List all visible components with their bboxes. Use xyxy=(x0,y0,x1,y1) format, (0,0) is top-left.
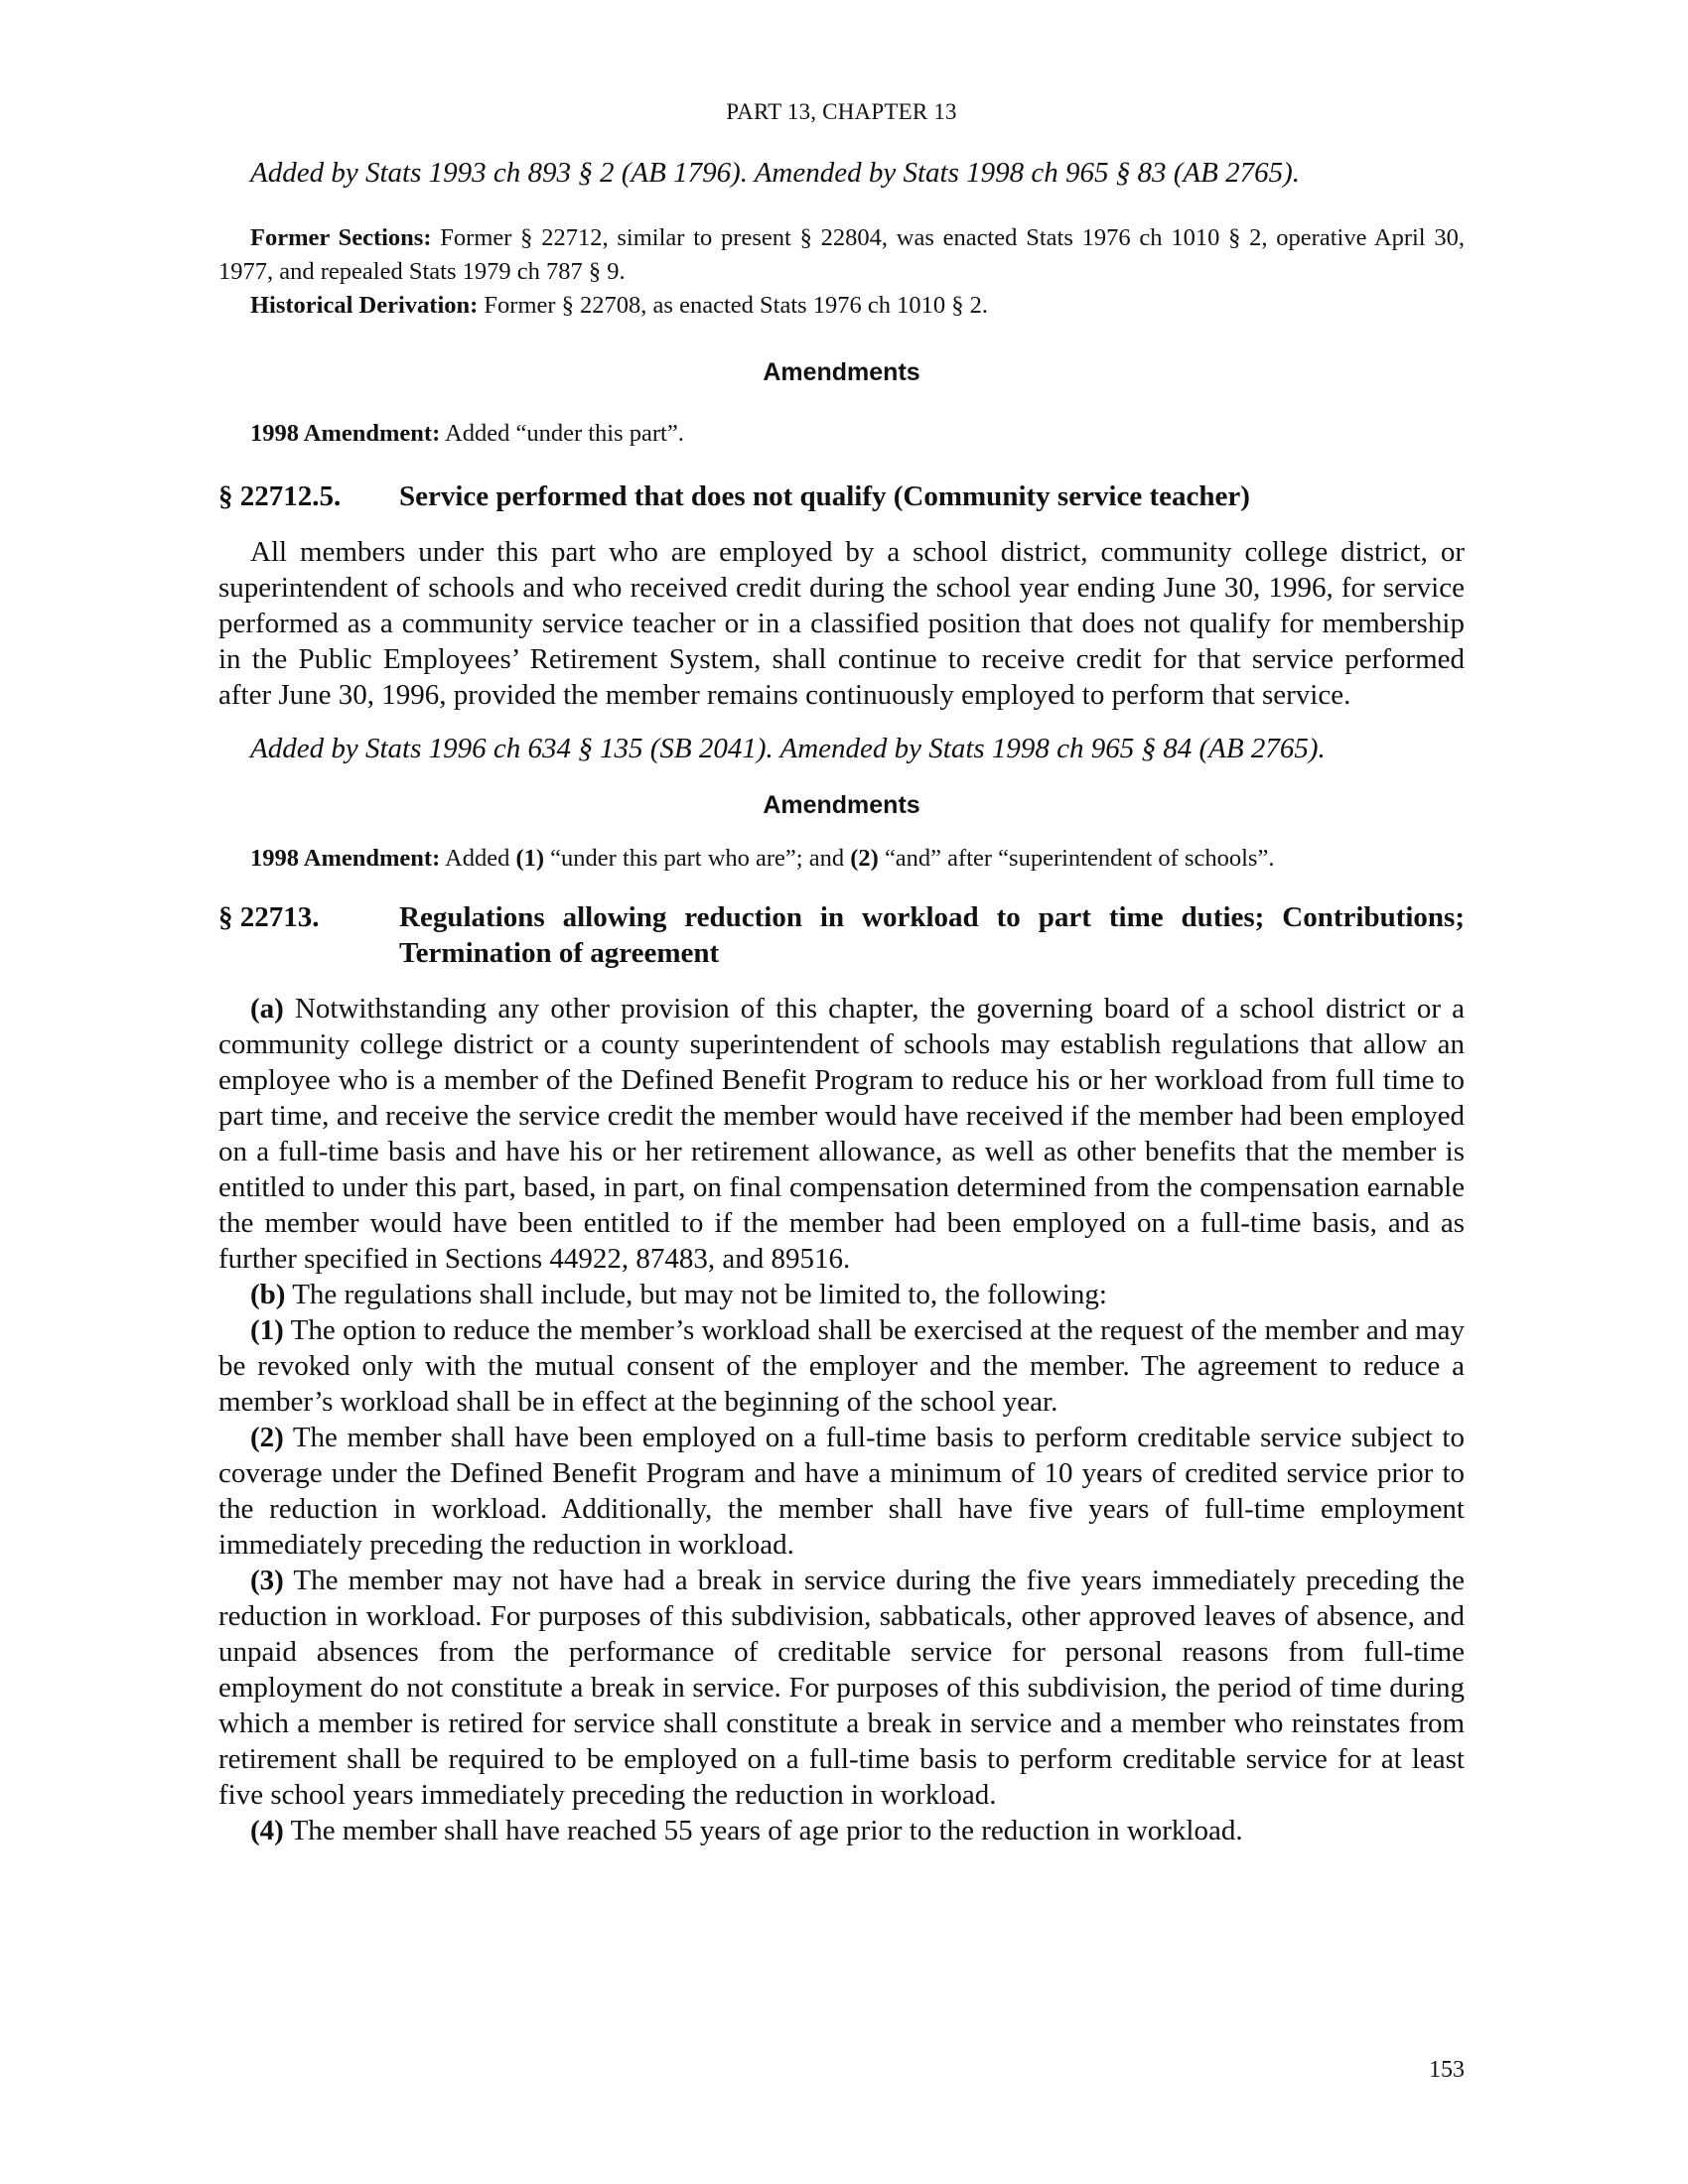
history-note: Added by Stats 1993 ch 893 § 2 (AB 1796). Amended by Stats 1998 ch 965 § 83 (AB 2765). xyxy=(250,157,1300,189)
section-number: § 22713. xyxy=(218,901,320,933)
subdivision-paragraph xyxy=(218,1277,1465,1312)
amendment-text: “under this part who are”; and xyxy=(550,845,845,872)
historical-derivation-note xyxy=(218,289,1465,323)
historical-derivation-label: Historical Derivation: xyxy=(250,292,479,319)
subdivision-text: The member shall have been employed on a full-time basis to perform creditable service subject to coverage under the Defined Benefit Program and have a minimum of 10 years of credited service prior to the reduction in workload. Additionally, the member shall have five years of full-time employment immediately preceding the reduction in workload. xyxy=(218,1422,1465,1561)
amendment-label: 1998 Amendment: xyxy=(250,420,441,447)
subdivision-text: The option to reduce the member’s workload shall be exercised at the request of the member and may be revoked only with the mutual consent of the employer and the member. The agreement to reduce a member’s workload shall be in effect at the beginning of the school year. xyxy=(218,1314,1465,1418)
running-head: PART 13, CHAPTER 13 xyxy=(726,99,957,124)
subdivision-marker: (3) xyxy=(250,1565,284,1596)
subdivision-paragraph xyxy=(218,1420,1465,1563)
amendments-heading: Amendments xyxy=(763,358,920,386)
section-number: § 22712.5. xyxy=(218,480,342,512)
amendment-item-marker: (1) xyxy=(515,845,545,872)
subdivision-paragraph xyxy=(218,991,1465,1277)
section-title: Service performed that does not qualify (Community service teacher) xyxy=(399,480,1250,512)
subdivision-text: The member may not have had a break in service during the five years immediately preceding the reduction in workload. For purposes of this subdivision, sabbaticals, other approved leaves of absence, and unpaid absences from the performance of creditable service for personal reasons from full-time employment do not constitute a break in service. For purposes of this subdivision, the period of time during which a member is retired for service shall constitute a break in service and a member who reinstates from retirement shall be required to be employed on a full-time basis to perform creditable service for at least five school years immediately preceding the reduction in workload. xyxy=(218,1565,1465,1811)
former-sections-label: Former Sections: xyxy=(250,224,432,251)
subdivision-marker: (4) xyxy=(250,1815,284,1846)
history-note: Added by Stats 1996 ch 634 § 135 (SB 2041). Amended by Stats 1998 ch 965 § 84 (AB 2765). xyxy=(250,733,1326,764)
amendment-text: “and” after “superintendent of schools”. xyxy=(884,845,1275,872)
section-heading xyxy=(218,478,1465,514)
subdivision-text: The member shall have reached 55 years of age prior to the reduction in workload. xyxy=(290,1815,1243,1846)
section-body: All members under this part who are employed by a school district, community college district, or superintendent of schools and who received credit during the school year ending June 30, 1996, for service performed as a community service teacher or in a classified position that does not qualify for membership in the Public Employees’ Retirement System, shall continue to receive credit for that service performed after June 30, 1996, provided the member remains continuously employed to perform that service. xyxy=(218,536,1465,711)
amendments-heading: Amendments xyxy=(763,791,920,819)
amendment-note xyxy=(218,417,1465,451)
section-title: Regulations allowing reduction in workload to part time duties; Contributions; Termination of agreement xyxy=(399,901,1465,969)
former-sections-note xyxy=(218,221,1465,289)
amendment-note xyxy=(218,842,1465,876)
subdivision-marker: (b) xyxy=(250,1279,286,1310)
amendment-label: 1998 Amendment: xyxy=(250,845,441,872)
subdivision-paragraph xyxy=(218,1563,1465,1813)
amendment-item-marker: (2) xyxy=(850,845,879,872)
subdivision-marker: (1) xyxy=(250,1314,284,1346)
subdivision-paragraph xyxy=(218,1312,1465,1420)
subdivision-paragraph xyxy=(218,1813,1465,1848)
subdivision-marker: (a) xyxy=(250,993,284,1024)
historical-derivation-text: Former § 22708, as enacted Stats 1976 ch 1010 § 2. xyxy=(484,292,989,319)
document-body xyxy=(218,157,1465,1848)
subdivision-text: The regulations shall include, but may not be limited to, the following: xyxy=(292,1279,1107,1310)
page-number: 153 xyxy=(1429,2057,1465,2083)
former-sections-text: Former § 22712, similar to present § 22804, was enacted Stats 1976 ch 1010 § 2, operative April 30, 1977, and repealed Stats 1979 ch 787 § 9. xyxy=(218,224,1465,285)
subdivision-marker: (2) xyxy=(250,1422,284,1453)
amendment-text: Added xyxy=(445,845,510,872)
amendment-text: Added “under this part”. xyxy=(445,420,684,447)
section-heading xyxy=(218,899,1465,971)
subdivision-text: Notwithstanding any other provision of this chapter, the governing board of a school district or a community college district or a county superintendent of schools may establish regulations that allow an employee who is a member of the Defined Benefit Program to reduce his or her workload from full time to part time, and receive the service credit the member would have received if the member had been employed on a full-time basis and have his or her retirement allowance, as well as other benefits that the member is entitled to under this part, based, in part, on final compensation determined from the compensation earnable the member would have been entitled to if the member had been employed on a full-time basis, and as further specified in Sections 44922, 87483, and 89516. xyxy=(218,993,1465,1275)
document-page xyxy=(218,0,1465,2184)
